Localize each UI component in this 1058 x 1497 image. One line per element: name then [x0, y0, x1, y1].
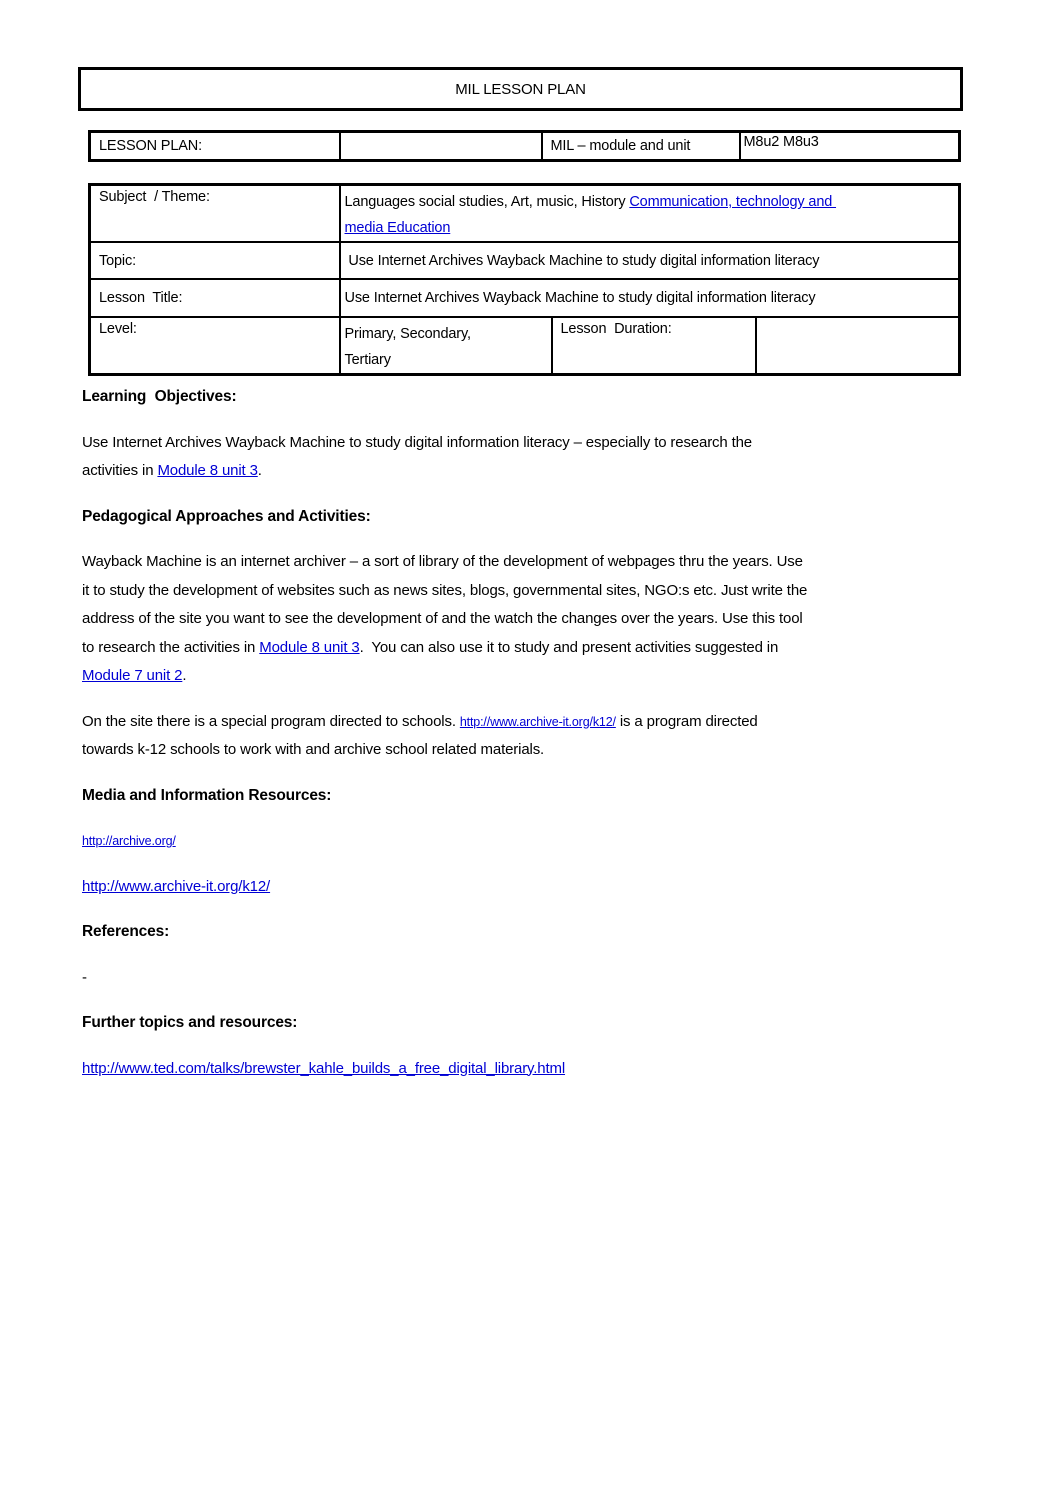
archive-it-link-line	[82, 873, 982, 902]
lesson-plan-table	[88, 130, 961, 162]
subject-theme-row	[90, 185, 960, 243]
link-ted-talk[interactable]: http://www.ted.com/talks/brewster_kahle_builds_a_free_digital_library.html	[82, 1059, 566, 1077]
link-archive-it-k12-inline[interactable]: http://www.archive-it.org/k12/	[459, 714, 616, 729]
link-module-7-unit-2[interactable]: Module 7 unit 2	[82, 667, 183, 684]
topic-row	[90, 242, 960, 279]
archive-org-link-line	[82, 827, 982, 856]
lesson-title-value-cell: Use Internet Archives Wayback Machine to study digital information literacy	[340, 279, 960, 317]
link-module-8-unit-3[interactable]: Module 8 unit 3	[157, 462, 258, 479]
wayback-text: Wayback Machine is an internet archiver – a sort of library of the development of webpages thru the years. Use it to study the development of websites such as news sites, blogs, governmental sites, NGO:s etc. Just write the address of the site you want to see the development of and the watch the changes over the years. Use this tool to research the activities in	[82, 553, 808, 656]
level-label-cell: Level:	[90, 317, 340, 375]
media-resources-heading: Media and Information Resources:	[82, 786, 332, 804]
subject-text: Languages social studies, Art, music, History	[344, 194, 630, 210]
topic-label-cell: Topic:	[90, 242, 340, 279]
pedagogical-approaches-heading: Pedagogical Approaches and Activities:	[82, 507, 371, 525]
program-text-end: is a program directed towards k-12 schools to work with and archive school related materials.	[82, 712, 758, 758]
school-program-paragraph	[82, 708, 982, 765]
level-value-cell: Primary, Secondary, Tertiary	[340, 317, 552, 375]
lesson-plan-label-cell: LESSON PLAN:	[90, 132, 340, 161]
wayback-machine-paragraph	[82, 548, 982, 691]
objectives-text: Use Internet Archives Wayback Machine to study digital information literacy – especially to research the activities in	[82, 433, 752, 479]
program-text: On the site there is a special program directed to schools.	[82, 712, 460, 730]
further-topics-heading: Further topics and resources:	[82, 1014, 298, 1031]
learning-objectives-paragraph	[82, 429, 982, 486]
lesson-plan-row	[90, 132, 960, 161]
topic-value-cell: Use Internet Archives Wayback Machine to study digital information literacy	[340, 242, 960, 279]
lesson-details-table	[88, 183, 961, 376]
wayback-text-mid: . You can also use it to study and present activities suggested in	[359, 638, 779, 656]
objectives-text-end: .	[257, 462, 262, 479]
lesson-duration-label-cell: Lesson Duration:	[552, 317, 756, 375]
references-placeholder: -	[82, 968, 87, 986]
subject-theme-value-cell	[340, 185, 960, 243]
learning-objectives-heading: Learning Objectives:	[82, 388, 237, 405]
module-unit-label-cell: MIL – module and unit	[542, 132, 740, 161]
lesson-plan-empty-cell	[340, 132, 542, 161]
link-module-8-unit-3[interactable]: Module 8 unit 3	[259, 638, 360, 656]
module-unit-value-cell: M8u2 M8u3	[740, 132, 960, 161]
ted-link-line	[82, 1055, 982, 1084]
document-body	[82, 383, 982, 1100]
level-row	[90, 317, 960, 375]
lesson-duration-value-cell	[756, 317, 960, 375]
lesson-title-label-cell: Lesson Title:	[90, 279, 340, 317]
link-archive-org[interactable]: http://archive.org/	[82, 834, 176, 848]
document-header	[78, 67, 963, 111]
link-communication-technology-media-education[interactable]: Communication, technology and media Education	[344, 194, 833, 236]
link-archive-it-k12[interactable]: http://www.archive-it.org/k12/	[82, 877, 271, 895]
references-heading: References:	[82, 923, 170, 940]
document-title: MIL LESSON PLAN	[455, 80, 586, 98]
subject-theme-label-cell: Subject / Theme:	[90, 185, 340, 243]
wayback-text-end: .	[182, 667, 187, 684]
lesson-title-row	[90, 279, 960, 317]
